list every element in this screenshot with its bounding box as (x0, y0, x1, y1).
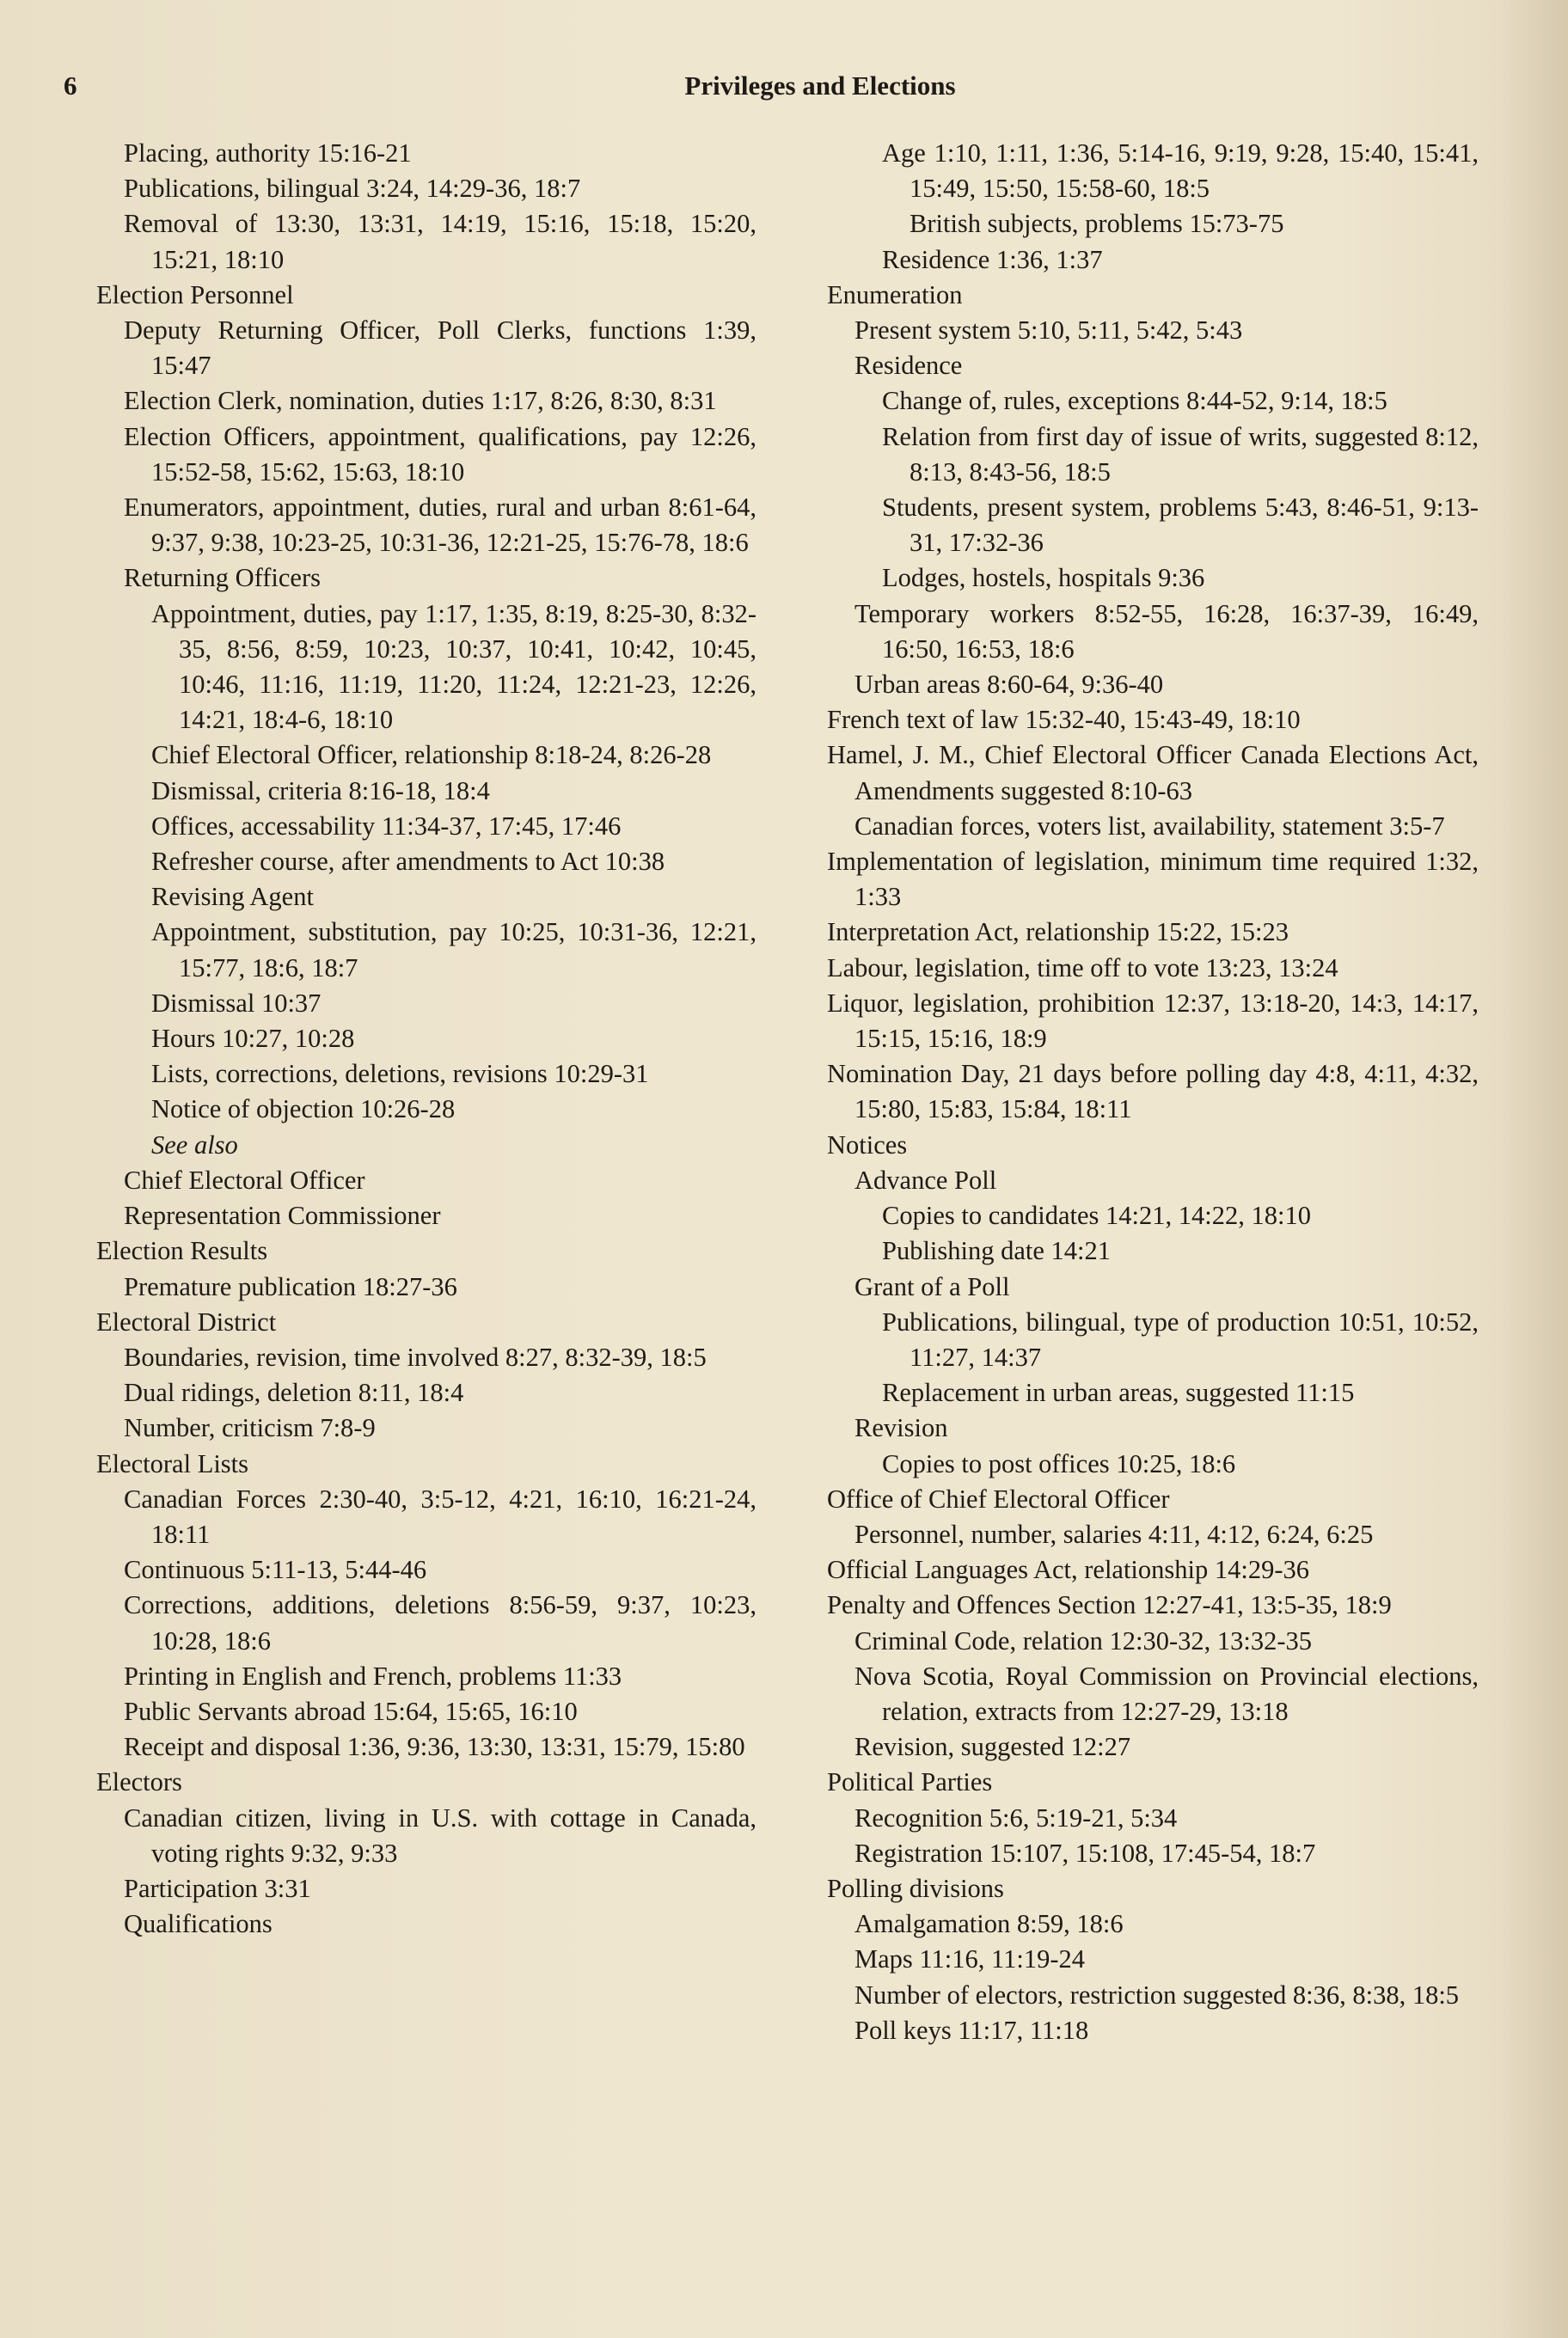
index-entry: Receipt and disposal 1:36, 9:36, 13:30, 13:31, 15:79, 15:80 (124, 1732, 745, 1762)
index-entry: Revising Agent (151, 882, 314, 912)
index-entry: Dismissal 10:37 (151, 988, 322, 1018)
index-entry: Appointment, substitution, pay 10:25, 10:31-36, 12:21, 15:77, 18:6, 18:7 (151, 917, 756, 982)
index-entry: Interpretation Act, relationship 15:22, 15:23 (827, 917, 1289, 947)
index-entry: Canadian citizen, living in U.S. with cottage in Canada, voting rights 9:32, 9:33 (124, 1802, 756, 1868)
index-entry: Publications, bilingual, type of production 10:51, 10:52, 11:27, 14:37 (882, 1307, 1479, 1372)
running-head: Privileges and Elections (684, 70, 956, 101)
index-entry: Amalgamation 8:59, 18:6 (854, 1909, 1124, 1939)
index-entry: Lodges, hostels, hospitals 9:36 (882, 563, 1205, 593)
index-entry: Electoral District (96, 1307, 277, 1337)
index-entry: Public Servants abroad 15:64, 15:65, 16:10 (124, 1696, 578, 1726)
index-entry: Notice of objection 10:26-28 (151, 1094, 456, 1124)
index-entry: Official Languages Act, relationship 14:29-36 (827, 1555, 1310, 1585)
index-entry: Refresher course, after amendments to Act 10:38 (151, 847, 665, 877)
index-entry: Notices (827, 1129, 908, 1160)
index-entry: Publications, bilingual 3:24, 14:29-36, 18:7 (124, 174, 581, 204)
index-entry: Hamel, J. M., Chief Electoral Officer Canada Elections Act, Amendments suggested 8:10-63 (827, 740, 1479, 805)
page-edge-shadow (1499, 0, 1568, 2338)
index-entry: Office of Chief Electoral Officer (827, 1484, 1170, 1514)
page-header (64, 70, 1568, 113)
index-entry: Appointment, duties, pay 1:17, 1:35, 8:19, 8:25-30, 8:32-35, 8:56, 8:59, 10:23, 10:37, 10:41, 10:42, 10:45, 10:46, 11:16, 11:19, 11:20, 11:24, 12:21-23, 12:26, 14:21, 18:4-6, 18:10 (151, 598, 756, 735)
index-entry: Implementation of legislation, minimum time required 1:32, 1:33 (827, 847, 1479, 912)
index-entry: Deputy Returning Officer, Poll Clerks, functions 1:39, 15:47 (124, 315, 756, 381)
index-entry: Personnel, number, salaries 4:11, 4:12, 6:24, 6:25 (854, 1519, 1374, 1549)
index-entry: Present system 5:10, 5:11, 5:42, 5:43 (854, 315, 1243, 346)
index-entry: Hours 10:27, 10:28 (151, 1024, 355, 1054)
index-entry: Participation 3:31 (124, 1873, 311, 1903)
index-entry: Nomination Day, 21 days before polling day 4:8, 4:11, 4:32, 15:80, 15:83, 15:84, 18:11 (827, 1059, 1479, 1124)
index-entry: Political Parties (827, 1767, 993, 1797)
index-entry: Chief Electoral Officer, relationship 8:18-24, 8:26-28 (151, 740, 712, 770)
index-entry: Advance Poll (854, 1165, 997, 1195)
index-entry: Criminal Code, relation 12:30-32, 13:32-35 (854, 1625, 1312, 1656)
index-entry: Canadian Forces 2:30-40, 3:5-12, 4:21, 16:10, 16:21-24, 18:11 (124, 1484, 756, 1549)
index-entry: Electors (96, 1767, 182, 1797)
index-entry: Residence (854, 351, 963, 381)
page-number: 6 (64, 70, 77, 101)
index-entry: British subjects, problems 15:73-75 (910, 209, 1284, 239)
index-entry: Printing in English and French, problems 11:33 (124, 1661, 622, 1691)
index-entry: Premature publication 18:27-36 (124, 1271, 457, 1301)
index-entry: Liquor, legislation, prohibition 12:37, 13:18-20, 14:3, 14:17, 15:15, 15:16, 18:9 (827, 988, 1479, 1054)
index-entry: Offices, accessability 11:34-37, 17:45, 17:46 (151, 811, 622, 841)
index-entry: Dismissal, criteria 8:16-18, 18:4 (151, 775, 490, 805)
index-entry: Election Results (96, 1236, 268, 1266)
index-entry: Publishing date 14:21 (882, 1236, 1112, 1266)
index-entry: Qualifications (124, 1909, 273, 1939)
index-column-left (69, 136, 756, 1942)
index-entry: Continuous 5:11-13, 5:44-46 (124, 1555, 427, 1585)
index-entry: See also (151, 1129, 238, 1160)
index-entry: Labour, legislation, time off to vote 13:23, 13:24 (827, 952, 1338, 982)
index-entry: Copies to candidates 14:21, 14:22, 18:10 (882, 1201, 1311, 1231)
index-entry: Change of, rules, exceptions 8:44-52, 9:14, 18:5 (882, 386, 1387, 416)
index-entry: Returning Officers (124, 563, 321, 593)
index-entry: Representation Commissioner (124, 1201, 441, 1231)
index-entry: Recognition 5:6, 5:19-21, 5:34 (854, 1802, 1178, 1833)
index-entry: Grant of a Poll (854, 1271, 1010, 1301)
index-entry: Electoral Lists (96, 1448, 249, 1478)
index-entry: Removal of 13:30, 13:31, 14:19, 15:16, 15:18, 15:20, 15:21, 18:10 (124, 209, 756, 274)
index-entry: Nova Scotia, Royal Commission on Provincial elections, relation, extracts from 12:27-29, 13:18 (854, 1661, 1479, 1726)
index-entry: Enumerators, appointment, duties, rural and urban 8:61-64, 9:37, 9:38, 10:23-25, 10:31-36, 12:21-25, 15:76-78, 18:6 (124, 493, 756, 558)
index-entry: Corrections, additions, deletions 8:56-59, 9:37, 10:23, 10:28, 18:6 (124, 1590, 756, 1656)
index-entry: Number of electors, restriction suggested 8:36, 8:38, 18:5 (854, 1980, 1460, 2010)
index-entry: Penalty and Offences Section 12:27-41, 13:5-35, 18:9 (827, 1590, 1392, 1620)
index-entry: Revision, suggested 12:27 (854, 1732, 1131, 1762)
index-column-right (799, 136, 1479, 2048)
index-entry: Chief Electoral Officer (124, 1165, 365, 1195)
index-entry: Relation from first day of issue of writs, suggested 8:12, 8:13, 8:43-56, 18:5 (882, 421, 1479, 487)
index-entry: Temporary workers 8:52-55, 16:28, 16:37-39, 16:49, 16:50, 16:53, 18:6 (854, 598, 1479, 664)
index-entry: Residence 1:36, 1:37 (882, 244, 1103, 274)
index-entry: Urban areas 8:60-64, 9:36-40 (854, 670, 1164, 700)
index-entry: Election Officers, appointment, qualifications, pay 12:26, 15:52-58, 15:62, 15:63, 18:10 (124, 421, 756, 487)
index-entry: Dual ridings, deletion 8:11, 18:4 (124, 1378, 464, 1408)
index-entry: Copies to post offices 10:25, 18:6 (882, 1448, 1236, 1478)
index-entry: Revision (854, 1413, 948, 1443)
index-entry: Registration 15:107, 15:108, 17:45-54, 18:7 (854, 1838, 1316, 1868)
index-entry: Students, present system, problems 5:43, 8:46-51, 9:13-31, 17:32-36 (882, 493, 1479, 558)
index-entry: Replacement in urban areas, suggested 11:15 (882, 1378, 1355, 1408)
index-entry: Maps 11:16, 11:19-24 (854, 1944, 1085, 1974)
index-entry: Placing, authority 15:16-21 (124, 138, 412, 168)
index-entry: Number, criticism 7:8-9 (124, 1413, 376, 1443)
index-entry: Poll keys 11:17, 11:18 (854, 2015, 1089, 2045)
index-entry: Boundaries, revision, time involved 8:27, 8:32-39, 18:5 (124, 1342, 707, 1372)
index-entry: Election Personnel (96, 279, 294, 309)
index-entry: Election Clerk, nomination, duties 1:17, 8:26, 8:30, 8:31 (124, 386, 717, 416)
index-entry: Enumeration (827, 279, 963, 309)
index-entry: Lists, corrections, deletions, revisions 10:29-31 (151, 1059, 649, 1089)
index-entry: Polling divisions (827, 1873, 1004, 1903)
index-entry: French text of law 15:32-40, 15:43-49, 18:10 (827, 705, 1301, 735)
index-entry: Age 1:10, 1:11, 1:36, 5:14-16, 9:19, 9:28, 15:40, 15:41, 15:49, 15:50, 15:58-60, 18:5 (882, 138, 1479, 204)
index-entry: Canadian forces, voters list, availability, statement 3:5-7 (854, 811, 1445, 841)
